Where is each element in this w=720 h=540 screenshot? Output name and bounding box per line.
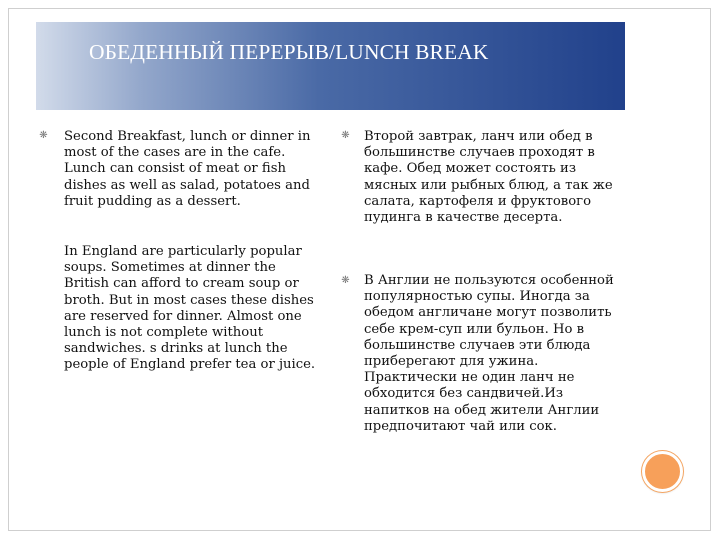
orange-circle-decoration bbox=[642, 451, 683, 492]
left-paragraph-2: In England are particularly popular soups. Sometimes at dinner the British can afford to cream soup or broth. But in most cases these dishes are reserved for dinner. Almost one lunch is not complete without sandwiches. s drinks at lunch the people of England prefer tea or juice. bbox=[64, 244, 316, 373]
right-paragraph-1: Второй завтрак, ланч или обед в большинстве случаев проходят в кафе. Обед может состоять из мясных или рыбных блюд, а так же салата, картофеля и фруктового пудинга в качестве десерта. bbox=[364, 129, 613, 226]
left-paragraph-1: Second Breakfast, lunch or dinner in most of the cases are in the cafe. Lunch can consist of meat or fish dishes as well as salad, potatoes and fruit pudding as a dessert. bbox=[64, 129, 311, 209]
right-paragraph-2: В Англии не пользуются особенной популярностью супы. Иногда за обедом англичане могут позволить себе крем-суп или бульон. Но в большинстве случаев эти блюда приберегают для ужина. Практически не один ланч не обходится без сандвичей.Из напитков на обед жители Англии предпочитают чай или сок. bbox=[364, 273, 614, 434]
ring-bullet-icon: ❋ bbox=[341, 275, 350, 286]
slide-title: ОБЕДЕННЫЙ ПЕРЕРЫВ/LUNCH BREAK bbox=[89, 40, 489, 64]
ring-bullet-icon: ❋ bbox=[39, 130, 48, 141]
ring-bullet-icon: ❋ bbox=[341, 130, 350, 141]
title-bar bbox=[36, 22, 625, 110]
